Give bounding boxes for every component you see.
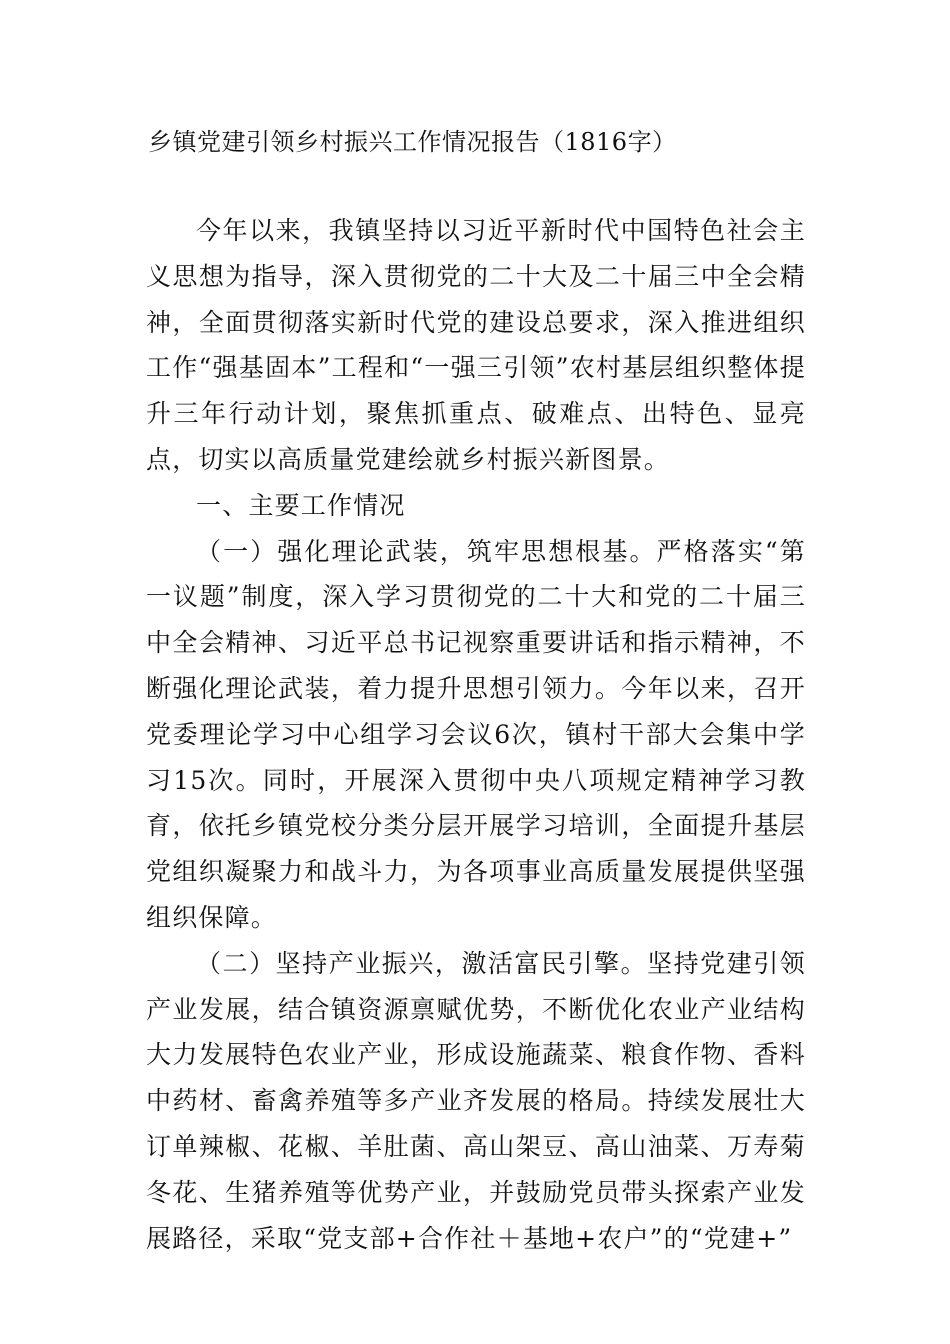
document-body: [146, 208, 806, 1261]
section-heading-main-work: 一、主要工作情况: [196, 490, 406, 520]
paragraph-intro: 今年以来，我镇坚持以习近平新时代中国特色社会主义思想为指导，深入贯彻党的二十大及二十届三中全会精神，全面贯彻落实新时代党的建设总要求，深入推进组织工作“强基固本”工程和“一强三引领”农村基层组织整体提升三年行动计划，聚焦抓重点、破难点、出特色、显亮点，切实以高质量党建绘就乡村振兴新图景。: [146, 216, 806, 474]
document-title: 乡镇党建引领乡村振兴工作情况报告（1816字）: [148, 128, 677, 156]
paragraph-theory: （一）强化理论武装，筑牢思想根基。严格落实“第一议题”制度，深入学习贯彻党的二十大和党的二十届三中全会精神、习近平总书记视察重要讲话和指示精神，不断强化理论武装，着力提升思想引领力。今年以来，召开党委理论学习中心组学习会议6次，镇村干部大会集中学习15次。同时，开展深入贯彻中央八项规定精神学习教育，依托乡镇党校分类分层开展学习培训，全面提升基层党组织凝聚力和战斗力，为各项事业高质量发展提供坚强组织保障。: [146, 536, 806, 932]
paragraph-industry: （二）坚持产业振兴，激活富民引擎。坚持党建引领产业发展，结合镇资源禀赋优势，不断优化农业产业结构大力发展特色农业产业，形成设施蔬菜、粮食作物、香料中药材、畜禽养殖等多产业齐发展的格局。持续发展壮大订单辣椒、花椒、羊肚菌、高山架豆、高山油菜、万寿菊冬花、生猪养殖等优势产业，并鼓励党员带头探索产业发展路径，采取“党支部+合作社＋基地+农户”的“党建+”: [146, 948, 806, 1253]
